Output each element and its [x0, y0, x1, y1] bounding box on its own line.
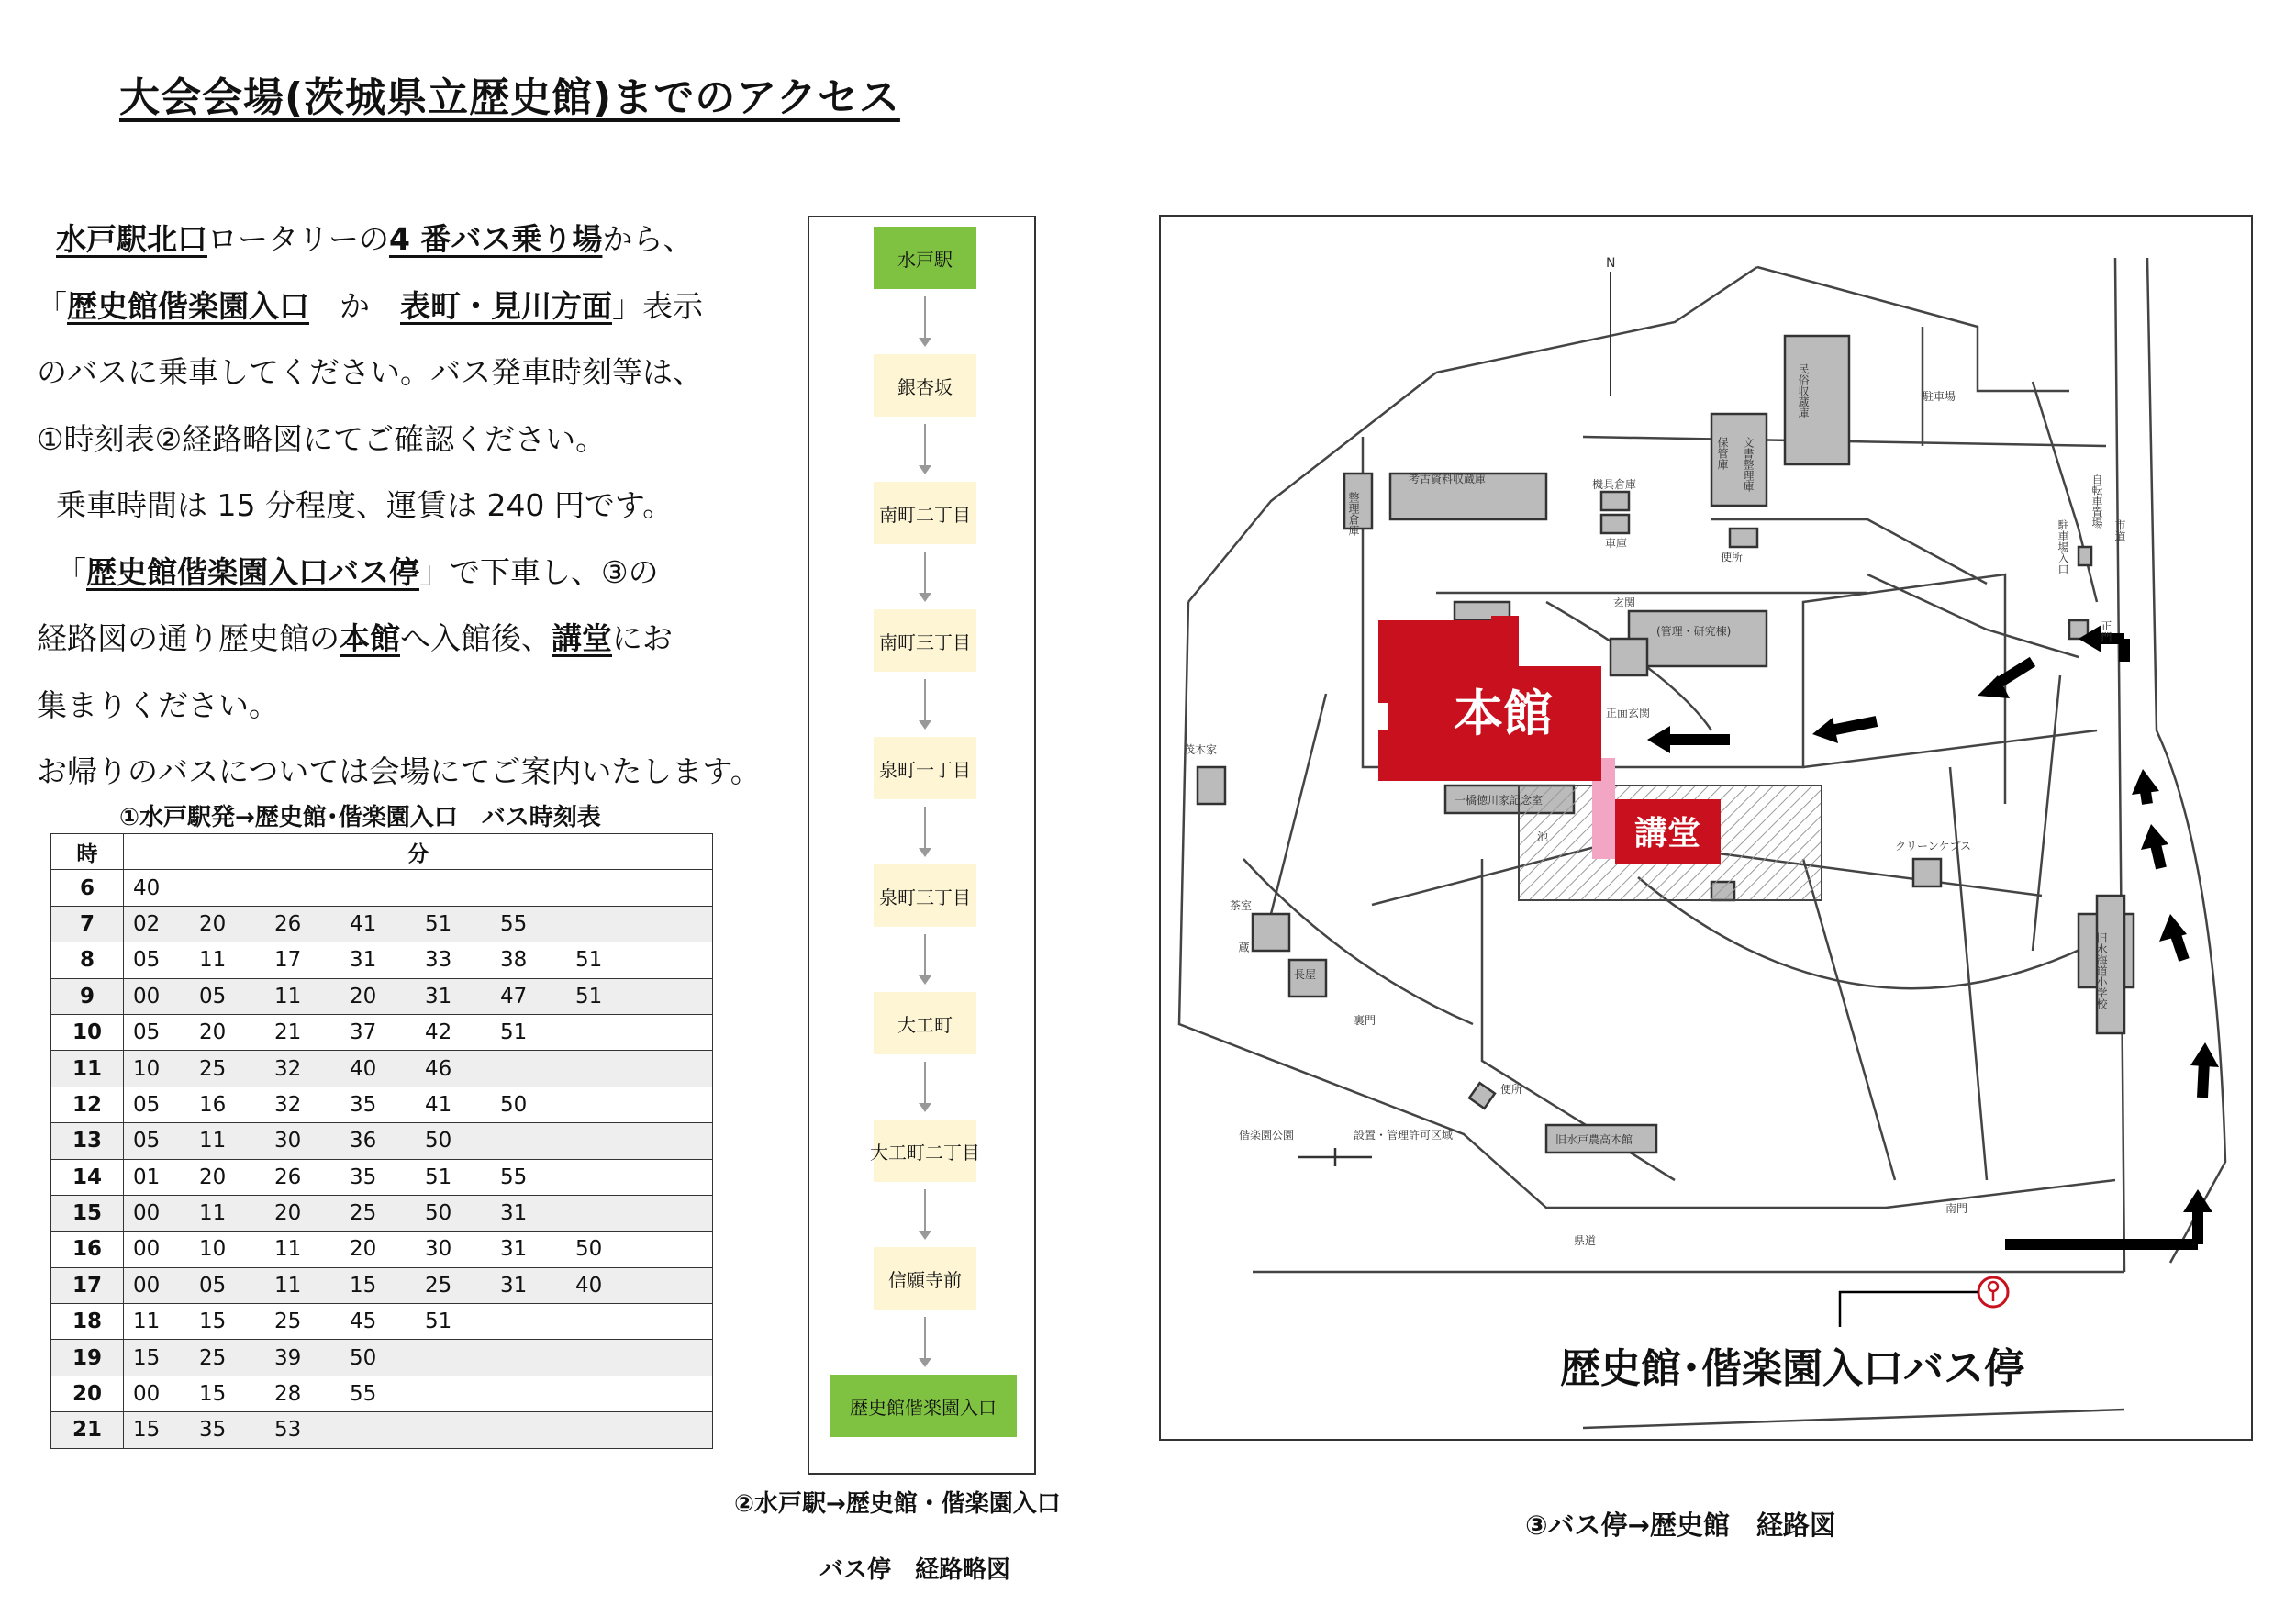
minute-value: 00 [133, 1382, 161, 1407]
kanri-building [1629, 611, 1767, 666]
minute-value: 53 [274, 1418, 302, 1443]
monjo-label: 文書整理庫 [1742, 437, 1755, 492]
route-stop: 大工町二丁目 [874, 1120, 976, 1182]
minute-value: 37 [350, 1020, 377, 1045]
minute-value: 35 [199, 1418, 227, 1443]
genkan-label: 玄関 [1613, 596, 1636, 609]
minute-value: 11 [274, 1237, 302, 1262]
minute-value: 41 [350, 911, 377, 936]
minute-value: 40 [575, 1273, 603, 1298]
minutes-cell [124, 1195, 713, 1231]
minute-header: 分 [124, 834, 713, 870]
minute-value: 50 [350, 1345, 377, 1370]
minute-value: 38 [500, 948, 528, 973]
kairakuen-label: 偕楽園公園 [1239, 1129, 1295, 1142]
route-stop: 南町二丁目 [874, 482, 976, 544]
minutes-cell [124, 1267, 713, 1303]
bus-timetable [50, 833, 713, 1449]
minute-value: 17 [274, 948, 302, 973]
minute-value: 51 [425, 911, 452, 936]
minute-value: 45 [350, 1310, 377, 1334]
minute-value: 51 [575, 984, 603, 1009]
hour-cell: 7 [51, 906, 124, 942]
chushajo-label: 駐車場 [1923, 390, 1956, 403]
minute-value: 36 [350, 1129, 377, 1153]
route-connector-arrow [924, 807, 926, 855]
minute-value: 20 [199, 1020, 227, 1045]
minute-value: 15 [350, 1273, 377, 1298]
route-connector-arrow [924, 552, 926, 600]
minzoku-building [1785, 336, 1849, 464]
minutes-cell [124, 1051, 713, 1087]
route-stop: 水戸駅 [874, 227, 976, 289]
intro-line-1: 水戸駅北口ロータリーの4 番バス乗り場から、 [55, 221, 694, 257]
table-row [51, 1412, 713, 1448]
minute-value: 55 [500, 1165, 528, 1189]
hour-cell: 6 [51, 870, 124, 906]
minute-value: 05 [133, 1129, 161, 1153]
north-label: N [1606, 256, 1616, 271]
minute-value: 25 [274, 1310, 302, 1334]
kodo-label: 講堂 [1633, 815, 1701, 853]
hour-cell: 11 [51, 1051, 124, 1087]
route-connector-arrow [924, 1062, 926, 1110]
hour-cell: 16 [51, 1232, 124, 1267]
boundary-arrows [1298, 1148, 1372, 1166]
route-stop: 泉町一丁目 [874, 737, 976, 799]
hour-cell: 18 [51, 1304, 124, 1340]
arrowhead [2190, 1042, 2219, 1067]
arrowhead [2159, 914, 2187, 942]
minute-value: 25 [199, 1056, 227, 1081]
minute-value: 00 [133, 1237, 161, 1262]
table-header-row [51, 834, 713, 870]
minute-value: 40 [133, 875, 161, 900]
map-small-labels [1184, 256, 2126, 1247]
intro-line-2: 「歴史館偕楽園入口 か 表町・見川方面」表示 [37, 287, 703, 324]
minute-value: 00 [133, 1201, 161, 1226]
shako-building [1601, 515, 1629, 533]
minute-value: 26 [274, 1165, 302, 1189]
kigu-building [1601, 492, 1629, 510]
hour-header: 時 [51, 834, 124, 870]
route-connector-arrow [924, 934, 926, 983]
kyusuido-label: 旧水海道小学校 [2095, 932, 2108, 1009]
route-connector-arrow [924, 679, 926, 728]
minute-value: 05 [133, 1020, 161, 1045]
minute-value: 51 [425, 1165, 452, 1189]
route-connector-arrow [924, 296, 926, 345]
minute-value: 50 [575, 1237, 603, 1262]
minute-value: 02 [133, 911, 161, 936]
minute-value: 42 [425, 1020, 452, 1045]
minute-value: 15 [199, 1382, 227, 1407]
table-row [51, 1195, 713, 1231]
minzoku-label: 民俗収蔵庫 [1797, 363, 1810, 418]
minute-value: 32 [274, 1056, 302, 1081]
route-connector-arrow [924, 424, 926, 473]
hour-cell: 13 [51, 1123, 124, 1159]
minute-value: 11 [133, 1310, 161, 1334]
hour-cell: 12 [51, 1087, 124, 1122]
arrowhead [1812, 718, 1838, 743]
chashitsu-label: 茶室 [1230, 899, 1253, 912]
small-building [1913, 859, 1941, 886]
table-row [51, 1159, 713, 1195]
route-arrow-segment [2202, 1061, 2204, 1098]
minute-value: 01 [133, 1165, 161, 1189]
hour-cell: 19 [51, 1340, 124, 1376]
chashitsu-building [1253, 914, 1289, 951]
route-stop: 泉町三丁目 [874, 864, 976, 927]
minutes-cell [124, 942, 713, 978]
minute-value: 28 [274, 1382, 302, 1407]
bus-stop-label: 歴史館･偕楽園入口バス停 [1560, 1345, 2024, 1392]
shomen-label: 正面玄関 [1606, 707, 1651, 719]
hokan-label: 保管庫 [1716, 437, 1729, 470]
table-row [51, 1123, 713, 1159]
shiro-label: 市道 [2113, 519, 2126, 541]
route-caption: ②水戸駅→歴史館・偕楽園入口 [734, 1490, 1061, 1518]
settei-label: 設置・管理許可区域 [1354, 1129, 1454, 1142]
minute-value: 55 [500, 911, 528, 936]
minutes-cell [124, 978, 713, 1014]
minute-value: 05 [199, 1273, 227, 1298]
honkan-label: 本館 [1454, 685, 1553, 742]
minutes-cell [124, 1014, 713, 1050]
intro-line-6: 「歴史館偕楽園入口バス停」で下車し、③の [55, 553, 659, 590]
minute-value: 15 [199, 1310, 227, 1334]
minute-value: 32 [274, 1092, 302, 1117]
minamimon-label: 南門 [1945, 1202, 1968, 1215]
table-row [51, 1376, 713, 1411]
table-row [51, 1232, 713, 1267]
route-connector-arrow [924, 1317, 926, 1365]
minute-value: 11 [274, 1273, 302, 1298]
minute-value: 30 [425, 1237, 452, 1262]
chusha-iriguchi-label: 駐車場入口 [2056, 519, 2069, 574]
minutes-cell [124, 1087, 713, 1122]
intro-line-4: ①時刻表②経路略図にてご確認ください。 [37, 420, 607, 457]
jitensha-label: 自転車置場 [2090, 474, 2103, 529]
minute-value: 20 [274, 1201, 302, 1226]
minute-value: 35 [350, 1165, 377, 1189]
table-row [51, 1014, 713, 1050]
route-caption-sub: バス停 経路略図 [819, 1556, 1011, 1584]
trees-label: クリーンケブス [1895, 840, 1972, 853]
minute-value: 41 [425, 1092, 452, 1117]
intro-line-3: のバスに乗車してください。バス発車時刻等は、 [37, 354, 703, 390]
minute-value: 11 [274, 984, 302, 1009]
kyumito-label: 旧水戸農高本館 [1555, 1133, 1633, 1146]
minute-value: 25 [425, 1273, 452, 1298]
map-svg [1161, 217, 2251, 1439]
minute-value: 00 [133, 984, 161, 1009]
benjo2-label: 便所 [1500, 1083, 1523, 1096]
arrowhead [1647, 726, 1670, 753]
genkan-building [1611, 639, 1647, 675]
bus-route-diagram [808, 216, 1036, 1475]
minute-value: 21 [274, 1020, 302, 1045]
intro-line-8: 集まりください。 [37, 686, 279, 723]
timetable-title: ①水戸駅発→歴史館･偕楽園入口 バス時刻表 [119, 804, 601, 831]
table-row [51, 870, 713, 906]
minute-value: 11 [199, 948, 227, 973]
table-row [51, 1051, 713, 1087]
minute-value: 05 [133, 1092, 161, 1117]
intro-line-7: 経路図の通り歴史館の本館へ入館後、講堂にお [37, 620, 673, 656]
map-caption: ③バス停→歴史館 経路図 [1525, 1510, 1836, 1541]
minute-value: 11 [199, 1201, 227, 1226]
shigeki-label: 茂木家 [1184, 743, 1218, 756]
kura-label: 蔵 [1237, 942, 1250, 953]
minute-value: 31 [500, 1273, 528, 1298]
minute-value: 15 [133, 1345, 161, 1370]
minute-value: 31 [500, 1201, 528, 1226]
benjo-building [1730, 529, 1757, 547]
route-connector-arrow [924, 1189, 926, 1238]
minute-value: 26 [274, 911, 302, 936]
arrowhead [2132, 769, 2159, 795]
minute-value: 39 [274, 1345, 302, 1370]
minute-value: 31 [500, 1237, 528, 1262]
route-stop: 南町三丁目 [874, 609, 976, 672]
table-row [51, 1087, 713, 1122]
benjo2-building [1469, 1083, 1495, 1109]
minute-value: 46 [425, 1056, 452, 1081]
minute-value: 25 [350, 1201, 377, 1226]
access-instructions [37, 206, 808, 806]
minute-value: 30 [274, 1129, 302, 1153]
minute-value: 16 [199, 1092, 227, 1117]
nagaya-label: 長屋 [1294, 968, 1317, 981]
minute-value: 11 [199, 1129, 227, 1153]
minute-value: 35 [350, 1092, 377, 1117]
chusha-iriguchi-booth [2079, 547, 2091, 565]
dotai-label: 県道 [1574, 1234, 1597, 1247]
table-row [51, 1304, 713, 1340]
minutes-cell [124, 1159, 713, 1195]
hour-cell: 20 [51, 1376, 124, 1411]
arrowhead [2141, 824, 2168, 850]
minute-value: 20 [350, 1237, 377, 1262]
minute-value: 55 [350, 1382, 377, 1407]
minute-value: 51 [425, 1310, 452, 1334]
koko-label: 考古資料収蔵庫 [1409, 473, 1487, 485]
route-stop: 信願寺前 [874, 1247, 976, 1310]
bus-stop-marker [1840, 1277, 2008, 1327]
hour-cell: 14 [51, 1159, 124, 1195]
minute-value: 51 [575, 948, 603, 973]
minute-value: 10 [133, 1056, 161, 1081]
minutes-cell [124, 1123, 713, 1159]
minute-value: 00 [133, 1273, 161, 1298]
minute-value: 20 [350, 984, 377, 1009]
route-stop: 銀杏坂 [874, 354, 976, 417]
minutes-cell [124, 1232, 713, 1267]
urimon-label: 裏門 [1354, 1014, 1376, 1027]
bus-stop-leader [1840, 1292, 1978, 1327]
minute-value: 51 [500, 1020, 528, 1045]
shako-label: 車庫 [1605, 537, 1628, 550]
table-row [51, 942, 713, 978]
minute-value: 20 [199, 1165, 227, 1189]
seiri-label: 整理倉庫 [1347, 492, 1360, 536]
minute-value: 31 [350, 948, 377, 973]
ike-label: 池 [1537, 830, 1549, 843]
minute-value: 05 [133, 948, 161, 973]
minute-value: 50 [425, 1201, 452, 1226]
route-stop: 歴史館偕楽園入口 [830, 1375, 1017, 1437]
hour-cell: 21 [51, 1412, 124, 1448]
minute-value: 31 [425, 984, 452, 1009]
minute-value: 40 [350, 1056, 377, 1081]
minute-value: 10 [199, 1237, 227, 1262]
minutes-cell [124, 906, 713, 942]
table-row [51, 1267, 713, 1303]
hour-cell: 10 [51, 1014, 124, 1050]
minute-value: 47 [500, 984, 528, 1009]
route-arrow-segment [1996, 662, 2033, 685]
page-title: 大会会場(茨城県立歴史館)までのアクセス [119, 74, 900, 121]
minute-value: 20 [199, 911, 227, 936]
minutes-cell [124, 1304, 713, 1340]
seimon-label: 正門 [2100, 620, 2112, 642]
hour-cell: 9 [51, 978, 124, 1014]
table-row [51, 906, 713, 942]
minute-value: 15 [133, 1418, 161, 1443]
minute-value: 50 [500, 1092, 528, 1117]
hitotsubashi-label: 一橋徳川家記念室 [1455, 794, 1544, 807]
minutes-cell [124, 1340, 713, 1376]
minute-value: 25 [199, 1345, 227, 1370]
minute-value: 33 [425, 948, 452, 973]
table-row [51, 978, 713, 1014]
kigu-label: 機具倉庫 [1592, 478, 1637, 491]
table-row [51, 1340, 713, 1376]
intro-line-5: 乗車時間は 15 分程度、運賃は 240 円です。 [55, 487, 674, 523]
intro-line-9: お帰りのバスについては会場にてご案内いたします。 [37, 753, 761, 789]
minutes-cell [124, 870, 713, 906]
minute-value: 50 [425, 1129, 452, 1153]
kanri-label: (管理・研究棟) [1656, 625, 1732, 638]
minutes-cell [124, 1412, 713, 1448]
hour-cell: 15 [51, 1195, 124, 1231]
minute-value: 05 [199, 984, 227, 1009]
route-stop: 大工町 [874, 992, 976, 1054]
route-map [1159, 215, 2253, 1441]
route-arrow-segment [1831, 721, 1877, 730]
benjo-label: 便所 [1721, 551, 1744, 563]
hour-cell: 8 [51, 942, 124, 978]
hour-cell: 17 [51, 1267, 124, 1303]
minutes-cell [124, 1376, 713, 1411]
shigeki-building [1198, 767, 1225, 804]
